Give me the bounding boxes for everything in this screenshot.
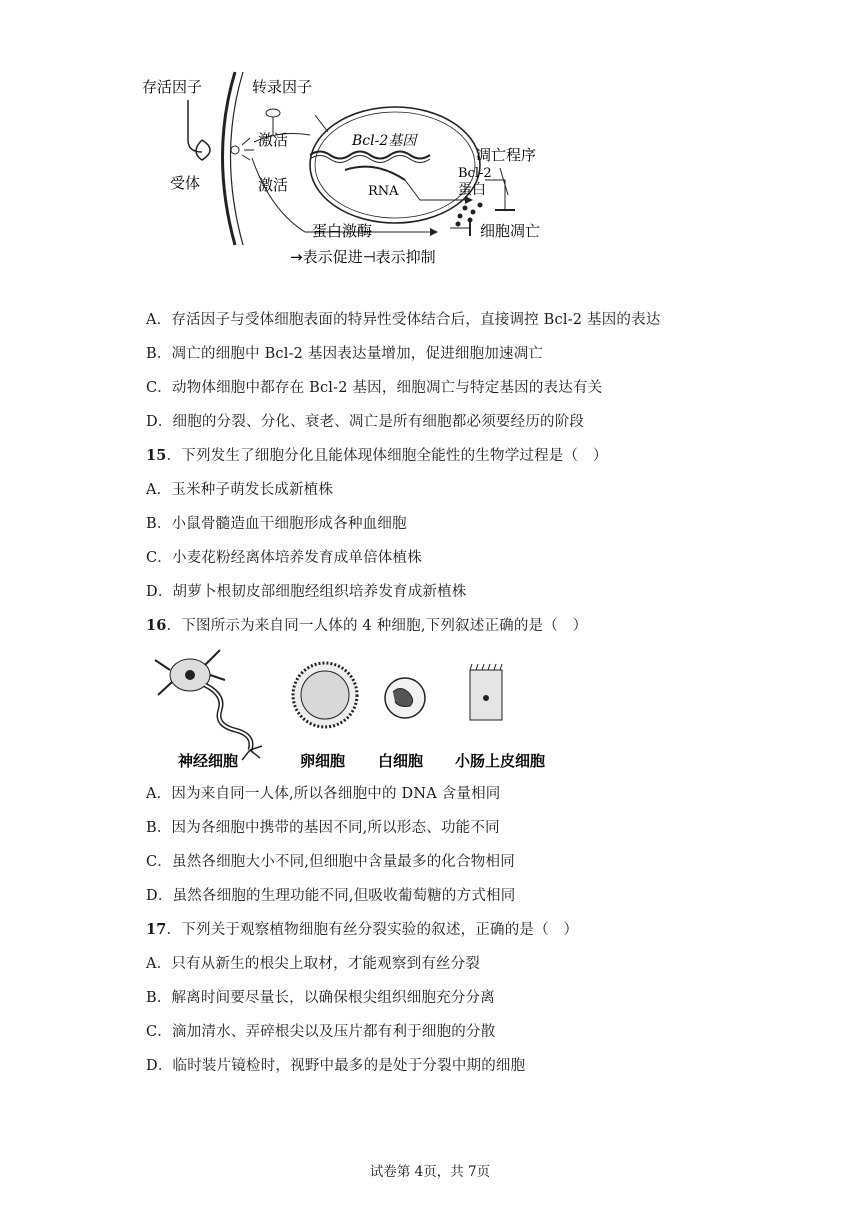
cell-label-neuron: 神经细胞	[178, 752, 239, 770]
label-receptor: 受体	[170, 174, 201, 192]
label-rna: RNA	[368, 184, 399, 199]
neuron-image	[155, 650, 262, 760]
q14-option-c: C．动物体细胞中都存在 Bcl-2 基因，细胞凋亡与特定基因的表达有关	[146, 380, 603, 396]
q16-stem	[146, 616, 587, 636]
label-survival-factor: 存活因子	[142, 78, 203, 96]
bcl2-pathway-diagram	[140, 60, 580, 270]
label-gene: Bcl-2基因	[352, 133, 417, 149]
q15-stem-text: ．下列发生了细胞分化且能体现体细胞全能性的生物学过程是（ ）	[166, 448, 608, 464]
egg-cell-image	[293, 663, 357, 727]
q14-option-b: B．凋亡的细胞中 Bcl-2 基因表达量增加，促进细胞加速凋亡	[146, 346, 544, 362]
q15-option-c: C．小麦花粉经离体培养发育成单倍体植株	[146, 550, 422, 566]
label-apoptosis-program: 凋亡程序	[476, 146, 537, 164]
four-cells-figure	[150, 640, 590, 770]
label-transcription-factor: 转录因子	[252, 78, 313, 96]
q15-option-a: A．玉米种子萌发长成新植株	[146, 482, 334, 498]
label-bcl2-protein-1: Bcl-2	[458, 166, 492, 181]
q17-option-c: C．滴加清水、弄碎根尖以及压片都有利于细胞的分散	[146, 1024, 496, 1040]
q17-stem-text: ．下列关于观察植物细胞有丝分裂实验的叙述，正确的是（ ）	[166, 922, 579, 938]
q17-option-b: B．解离时间要尽量长，以确保根尖组织细胞充分分离	[146, 990, 495, 1006]
q15-stem	[146, 446, 608, 466]
q17-number: 17	[146, 921, 167, 938]
intestinal-cell-image	[470, 664, 502, 720]
cell-label-egg: 卵细胞	[300, 752, 346, 770]
cell-label-wbc: 白细胞	[378, 752, 424, 770]
q16-option-a: A．因为来自同一人体,所以各细胞中的 DNA 含量相同	[146, 786, 501, 802]
white-blood-cell-image	[385, 678, 425, 718]
q16-option-c: C．虽然各细胞大小不同,但细胞中含量最多的化合物相同	[146, 854, 515, 870]
label-protein-kinase: 蛋白激酶	[312, 222, 373, 240]
q14-option-d: D．细胞的分裂、分化、衰老、凋亡是所有细胞都必须要经历的阶段	[146, 414, 585, 430]
q16-option-d: D．虽然各细胞的生理功能不同,但吸收葡萄糖的方式相同	[146, 888, 516, 904]
label-legend: →表示促进⊣表示抑制	[290, 248, 436, 266]
label-apoptosis: 细胞凋亡	[480, 222, 541, 240]
q17-option-d: D．临时装片镜检时，视野中最多的是处于分裂中期的细胞	[146, 1058, 526, 1074]
q15-option-b: B．小鼠骨髓造血干细胞形成各种血细胞	[146, 516, 407, 532]
page-footer: 试卷第 4页，共 7页	[369, 1164, 491, 1180]
q15-number: 15	[146, 447, 167, 464]
label-activate-1: 激活	[258, 131, 289, 149]
q16-stem-text: ．下图所示为来自同一人体的 4 种细胞,下列叙述正确的是（ ）	[166, 618, 588, 634]
label-bcl2-protein-2: 蛋白	[458, 182, 486, 198]
q16-number: 16	[146, 617, 167, 634]
label-activate-2: 激活	[258, 176, 289, 194]
q14-option-a: A．存活因子与受体细胞表面的特异性受体结合后，直接调控 Bcl-2 基因的表达	[146, 312, 661, 328]
q15-option-d: D．胡萝卜根韧皮部细胞经组织培养发育成新植株	[146, 584, 467, 600]
q16-option-b: B．因为各细胞中携带的基因不同,所以形态、功能不同	[146, 820, 500, 836]
cell-label-intestinal: 小肠上皮细胞	[455, 752, 546, 770]
q17-stem	[146, 920, 578, 940]
q17-option-a: A．只有从新生的根尖上取材，才能观察到有丝分裂	[146, 956, 481, 972]
